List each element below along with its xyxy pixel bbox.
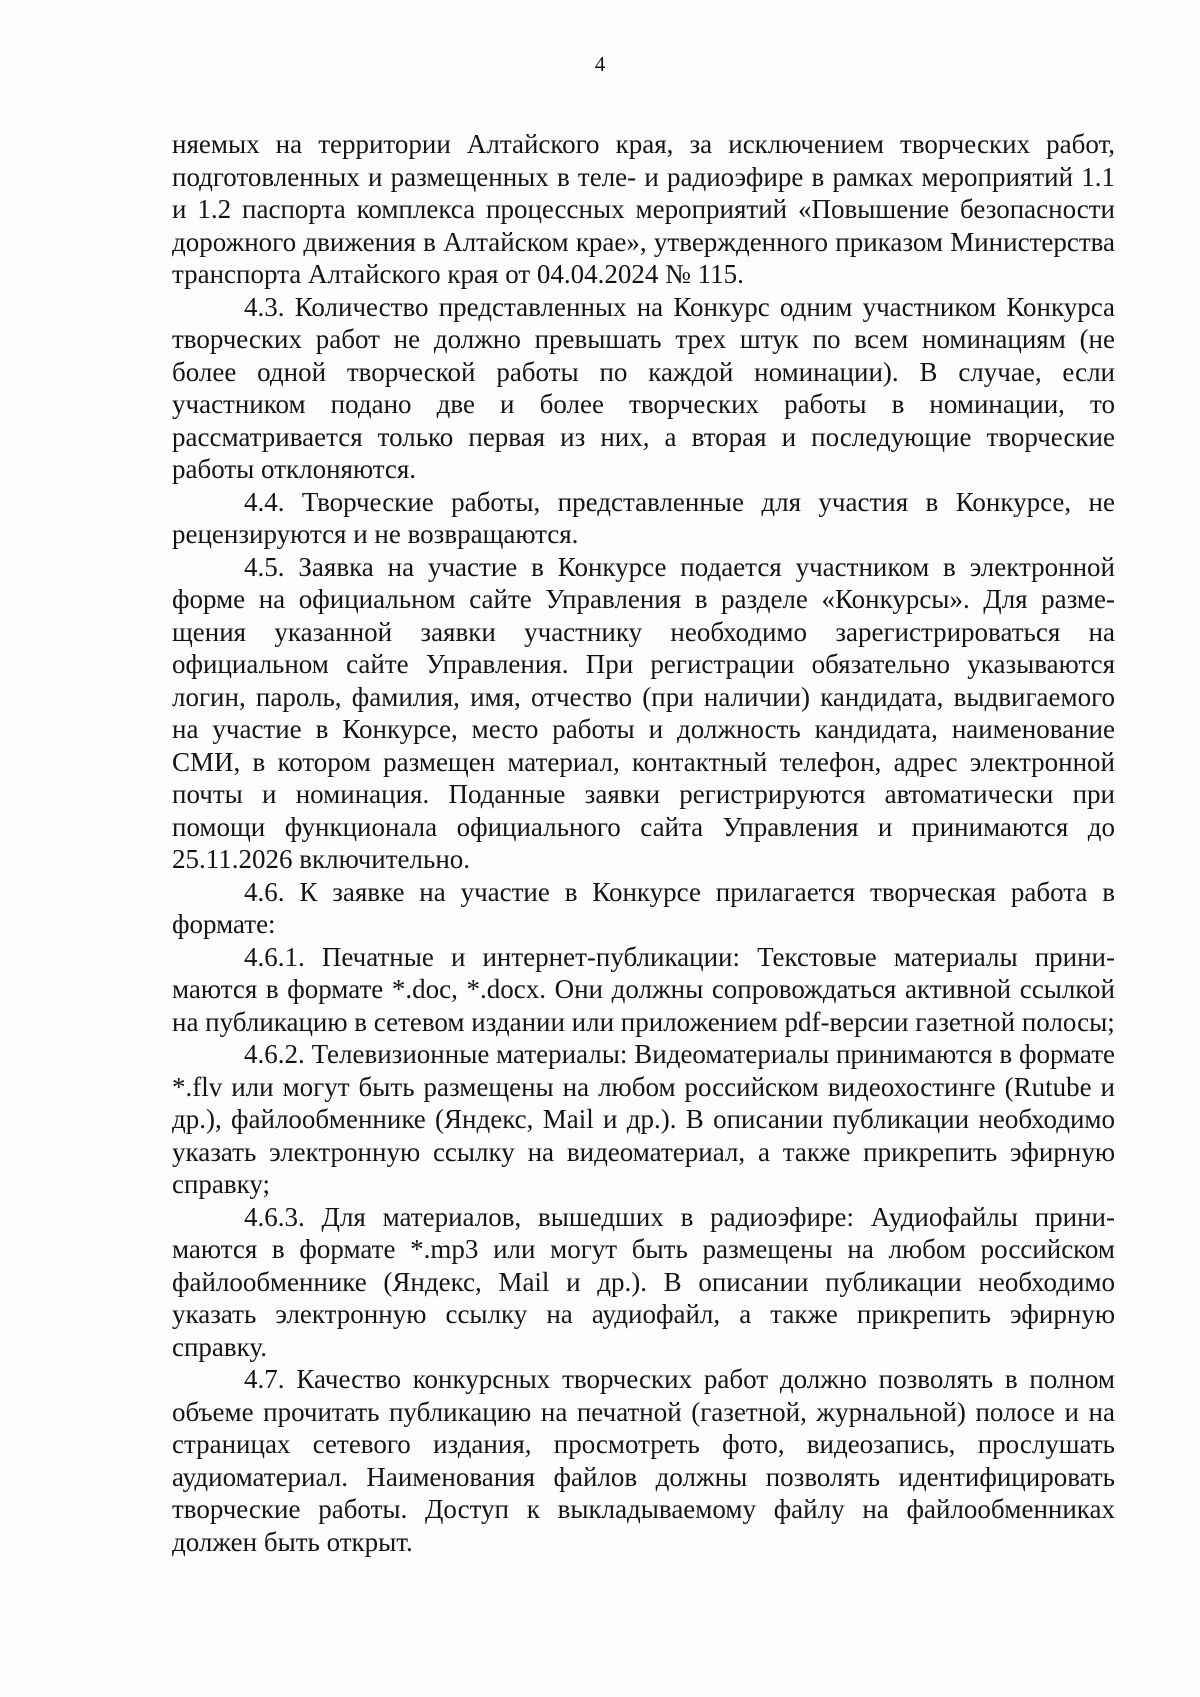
- document-body: [172, 128, 1115, 1558]
- paragraph-4-6: 4.6. К заявке на участие в Конкурсе прилагается творческая работа в формате:: [172, 876, 1115, 939]
- paragraph-4-5: 4.5. Заявка на участие в Конкурсе подается участником в электронной форме на официальном сайте Управления в разделе «Конкурсы». Для размещения указанной заявки участнику необходимо зарегистрироваться на официальном сайте Управления. При регистрации обязательно указываются логин, пароль, фамилия, имя, отчество (при наличии) кандидата, выдвигаемого на участие в Конкурсе, место работы и должность кандидата, наименование СМИ, в котором размещен материал, контактный телефон, адрес электронной почты и номинация. Поданные заявки регистрируются автоматически при помощи функционала официального сайта Управления и принимаются до 25.11.2026 включительно.: [172, 551, 1115, 874]
- paragraph-4-3: 4.3. Количество представленных на Конкурс одним участником Конкурса творческих работ не должно превышать трех штук по всем номинациям (не более одной творческой работы по каждой номинации). В случае, если участником подано две и более творческих работы в номинации, то рассматривается только первая из них, а вторая и последующие творческие работы отклоняются.: [172, 291, 1115, 484]
- paragraph-4-4: 4.4. Творческие работы, представленные для участия в Конкурсе, не рецензируются и не возвращаются.: [172, 486, 1115, 549]
- paragraph-4-6-3: 4.6.3. Для материалов, вышедших в радиоэфире: Аудиофайлы принимаются в формате *.mp3 или могут быть размещены на любом российском файлообменнике (Яндекс, Mail и др.). В описании публикации необходимо указать электронную ссылку на аудиофайл, а также прикрепить эфирную справку.: [172, 1201, 1115, 1362]
- page-number: 4: [594, 52, 606, 76]
- paragraph-4-6-2: 4.6.2. Телевизионные материалы: Видеоматериалы принимаются в формате *.flv или могут быть размещены на любом российском видеохостинге (Rutube и др.), файлообменнике (Яндекс, Mail и др.). В описании публикации необходимо указать электронную ссылку на видеоматериал, а также прикрепить эфирную справку;: [172, 1039, 1115, 1199]
- paragraph-4-6-1: 4.6.1. Печатные и интернет-публикации: Текстовые материалы принимаются в формате *.doc, *.docx. Они должны сопровождаться активной ссылкой на публикацию в сетевом издании или приложением pdf-версии газетной полосы;: [172, 941, 1115, 1037]
- paragraph-continuation: няемых на территории Алтайского края, за исключением творческих работ, подготовленных и размещенных в теле- и радиоэфире в рамках мероприятий 1.1 и 1.2 паспорта комплекса процессных мероприятий «Повышение безопасности дорожного движения в Алтайском крае», утвержденного приказом Министерства транспорта Алтайского края от 04.04.2024 № 115.: [172, 129, 1115, 289]
- paragraph-4-7: 4.7. Качество конкурсных творческих работ должно позволять в полном объеме прочитать публикацию на печатной (газетной, журнальной) полосе и на страницах сетевого издания, просмотреть фото, видеозапись, прослушать аудиоматериал. Наименования файлов должны позволять идентифицировать творческие работы. Доступ к выкладываемому файлу на файлообменниках должен быть открыт.: [172, 1364, 1115, 1557]
